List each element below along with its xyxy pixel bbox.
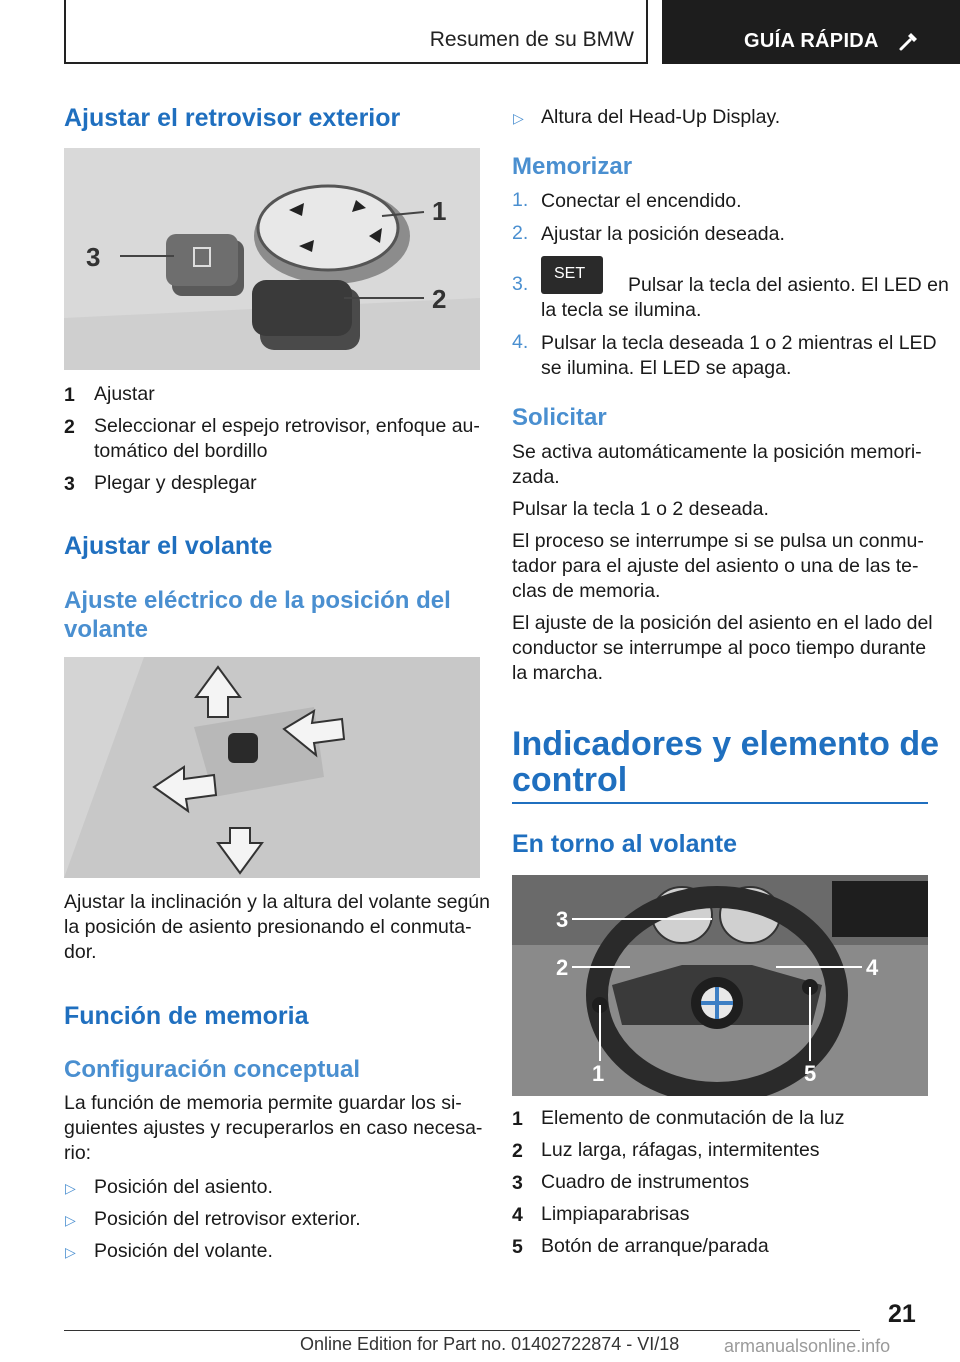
paragraph-line: Se activa automáticamente la posición memori- [512,441,922,463]
bullet-triangle-icon: ▷ [65,1244,76,1260]
heading-configuracion: Configuración conceptual [64,1056,361,1083]
heading-memoria: Función de memoria [64,1002,309,1030]
step-text: Ajustar la posición deseada. [541,223,785,245]
legend-text: Elemento de conmutación de la luz [541,1107,845,1129]
paragraph-line: la posición de asiento presionando el conmuta- [64,916,472,938]
legend-text: Cuadro de instrumentos [541,1171,750,1193]
legend-number: 2 [64,416,75,438]
header-guide-tab [662,0,960,64]
wheel-label-4: 4 [866,955,879,980]
page-number: 21 [888,1300,916,1328]
mirror-label-2: 2 [432,284,447,314]
paragraph-line: rio: [64,1142,92,1164]
heading-volante: Ajustar el volante [64,532,273,560]
footer-edition: Online Edition for Part no. 01402722874 - VI/18 [300,1334,680,1354]
legend-text: Plegar y desplegar [94,472,257,494]
footer-rule [64,1330,860,1331]
heading-solicitar: Solicitar [512,404,607,431]
legend-text: tomático del bordillo [94,440,268,462]
heading-memorizar: Memorizar [512,153,633,180]
paragraph-line: zada. [512,466,560,488]
steering-adjust-image [64,657,480,878]
wheel-label-1: 1 [592,1061,605,1086]
wheel-label-2: 2 [556,955,569,980]
legend-number: 4 [512,1204,523,1226]
legend-text: Seleccionar el espejo retrovisor, enfoque au- [94,415,480,437]
step-number: 2. [512,222,529,244]
legend-text: Ajustar [94,383,155,405]
set-key-icon [541,256,603,294]
bullet-triangle-icon: ▷ [65,1212,76,1228]
quick-guide-icon [898,30,920,52]
step-text: la tecla se ilumina. [541,299,702,321]
legend-number: 3 [512,1172,523,1194]
paragraph-line: tador para el ajuste del asiento o una de las te- [512,555,919,577]
heading-ajuste-electrico: Ajuste eléctrico de la posición del [64,587,451,614]
mirror-label-1: 1 [432,196,447,226]
step-text: Conectar el encendido. [541,190,742,212]
paragraph-line: La función de memoria permite guardar los si- [64,1092,462,1114]
legend-number: 2 [512,1140,523,1162]
bullet-triangle-icon: ▷ [65,1180,76,1196]
paragraph-line: la marcha. [512,662,604,684]
paragraph-line: dor. [64,941,97,963]
paragraph-line: Pulsar la tecla 1 o 2 deseada. [512,498,769,520]
heading-en-torno: En torno al volante [512,830,738,858]
bullet-text: Posición del volante. [94,1240,273,1262]
set-key-label: SET [554,265,586,282]
paragraph-line: El proceso se interrumpe si se pulsa un conmu- [512,530,924,552]
wheel-label-3: 3 [556,907,569,932]
paragraph-line: conductor se interrumpe al poco tiempo durante [512,637,927,659]
bullet-text: Altura del Head-Up Display. [541,106,781,128]
header-section-title: Resumen de su BMW [429,28,634,51]
paragraph-line: guientes ajustes y recuperarlos en caso necesa- [64,1117,483,1139]
paragraph-line: clas de memoria. [512,580,661,602]
paragraph-line: El ajuste de la posición del asiento en el lado del [512,612,933,634]
step-number: 3. [512,273,529,295]
heading-indicadores: Indicadores y elemento de [512,725,940,763]
steering-wheel-image [512,875,928,1096]
legend-text: Luz larga, ráfagas, intermitentes [541,1139,820,1161]
step-text: se ilumina. El LED se apaga. [541,357,792,379]
bullet-text: Posición del retrovisor exterior. [94,1208,361,1230]
legend-number: 3 [64,473,75,495]
heading-rule [512,802,928,804]
heading-retrovisor: Ajustar el retrovisor exterior [64,104,401,132]
step-text: Pulsar la tecla del asiento. El LED en [628,274,949,296]
paragraph-line: Ajustar la inclinación y la altura del volante según [64,891,491,913]
footer-watermark: armanualsonline.info [724,1336,891,1356]
legend-number: 1 [512,1108,523,1130]
header-section-tab [64,0,648,64]
step-number: 1. [512,189,529,211]
legend-text: Limpiaparabrisas [541,1203,690,1225]
header-guide-title: GUÍA RÁPIDA [744,30,879,52]
heading-indicadores-2: control [512,761,628,799]
wheel-label-5: 5 [804,1061,817,1086]
heading-ajuste-electrico-2: volante [64,616,149,643]
step-number: 4. [512,331,529,353]
bullet-text: Posición del asiento. [94,1176,273,1198]
bullet-triangle-icon: ▷ [513,110,524,126]
legend-number: 1 [64,384,75,406]
legend-text: Botón de arranque/parada [541,1235,769,1257]
step-text: Pulsar la tecla deseada 1 o 2 mientras el LED [541,332,937,354]
legend-number: 5 [512,1236,523,1258]
mirror-control-image [64,148,480,370]
mirror-label-3: 3 [86,242,101,272]
